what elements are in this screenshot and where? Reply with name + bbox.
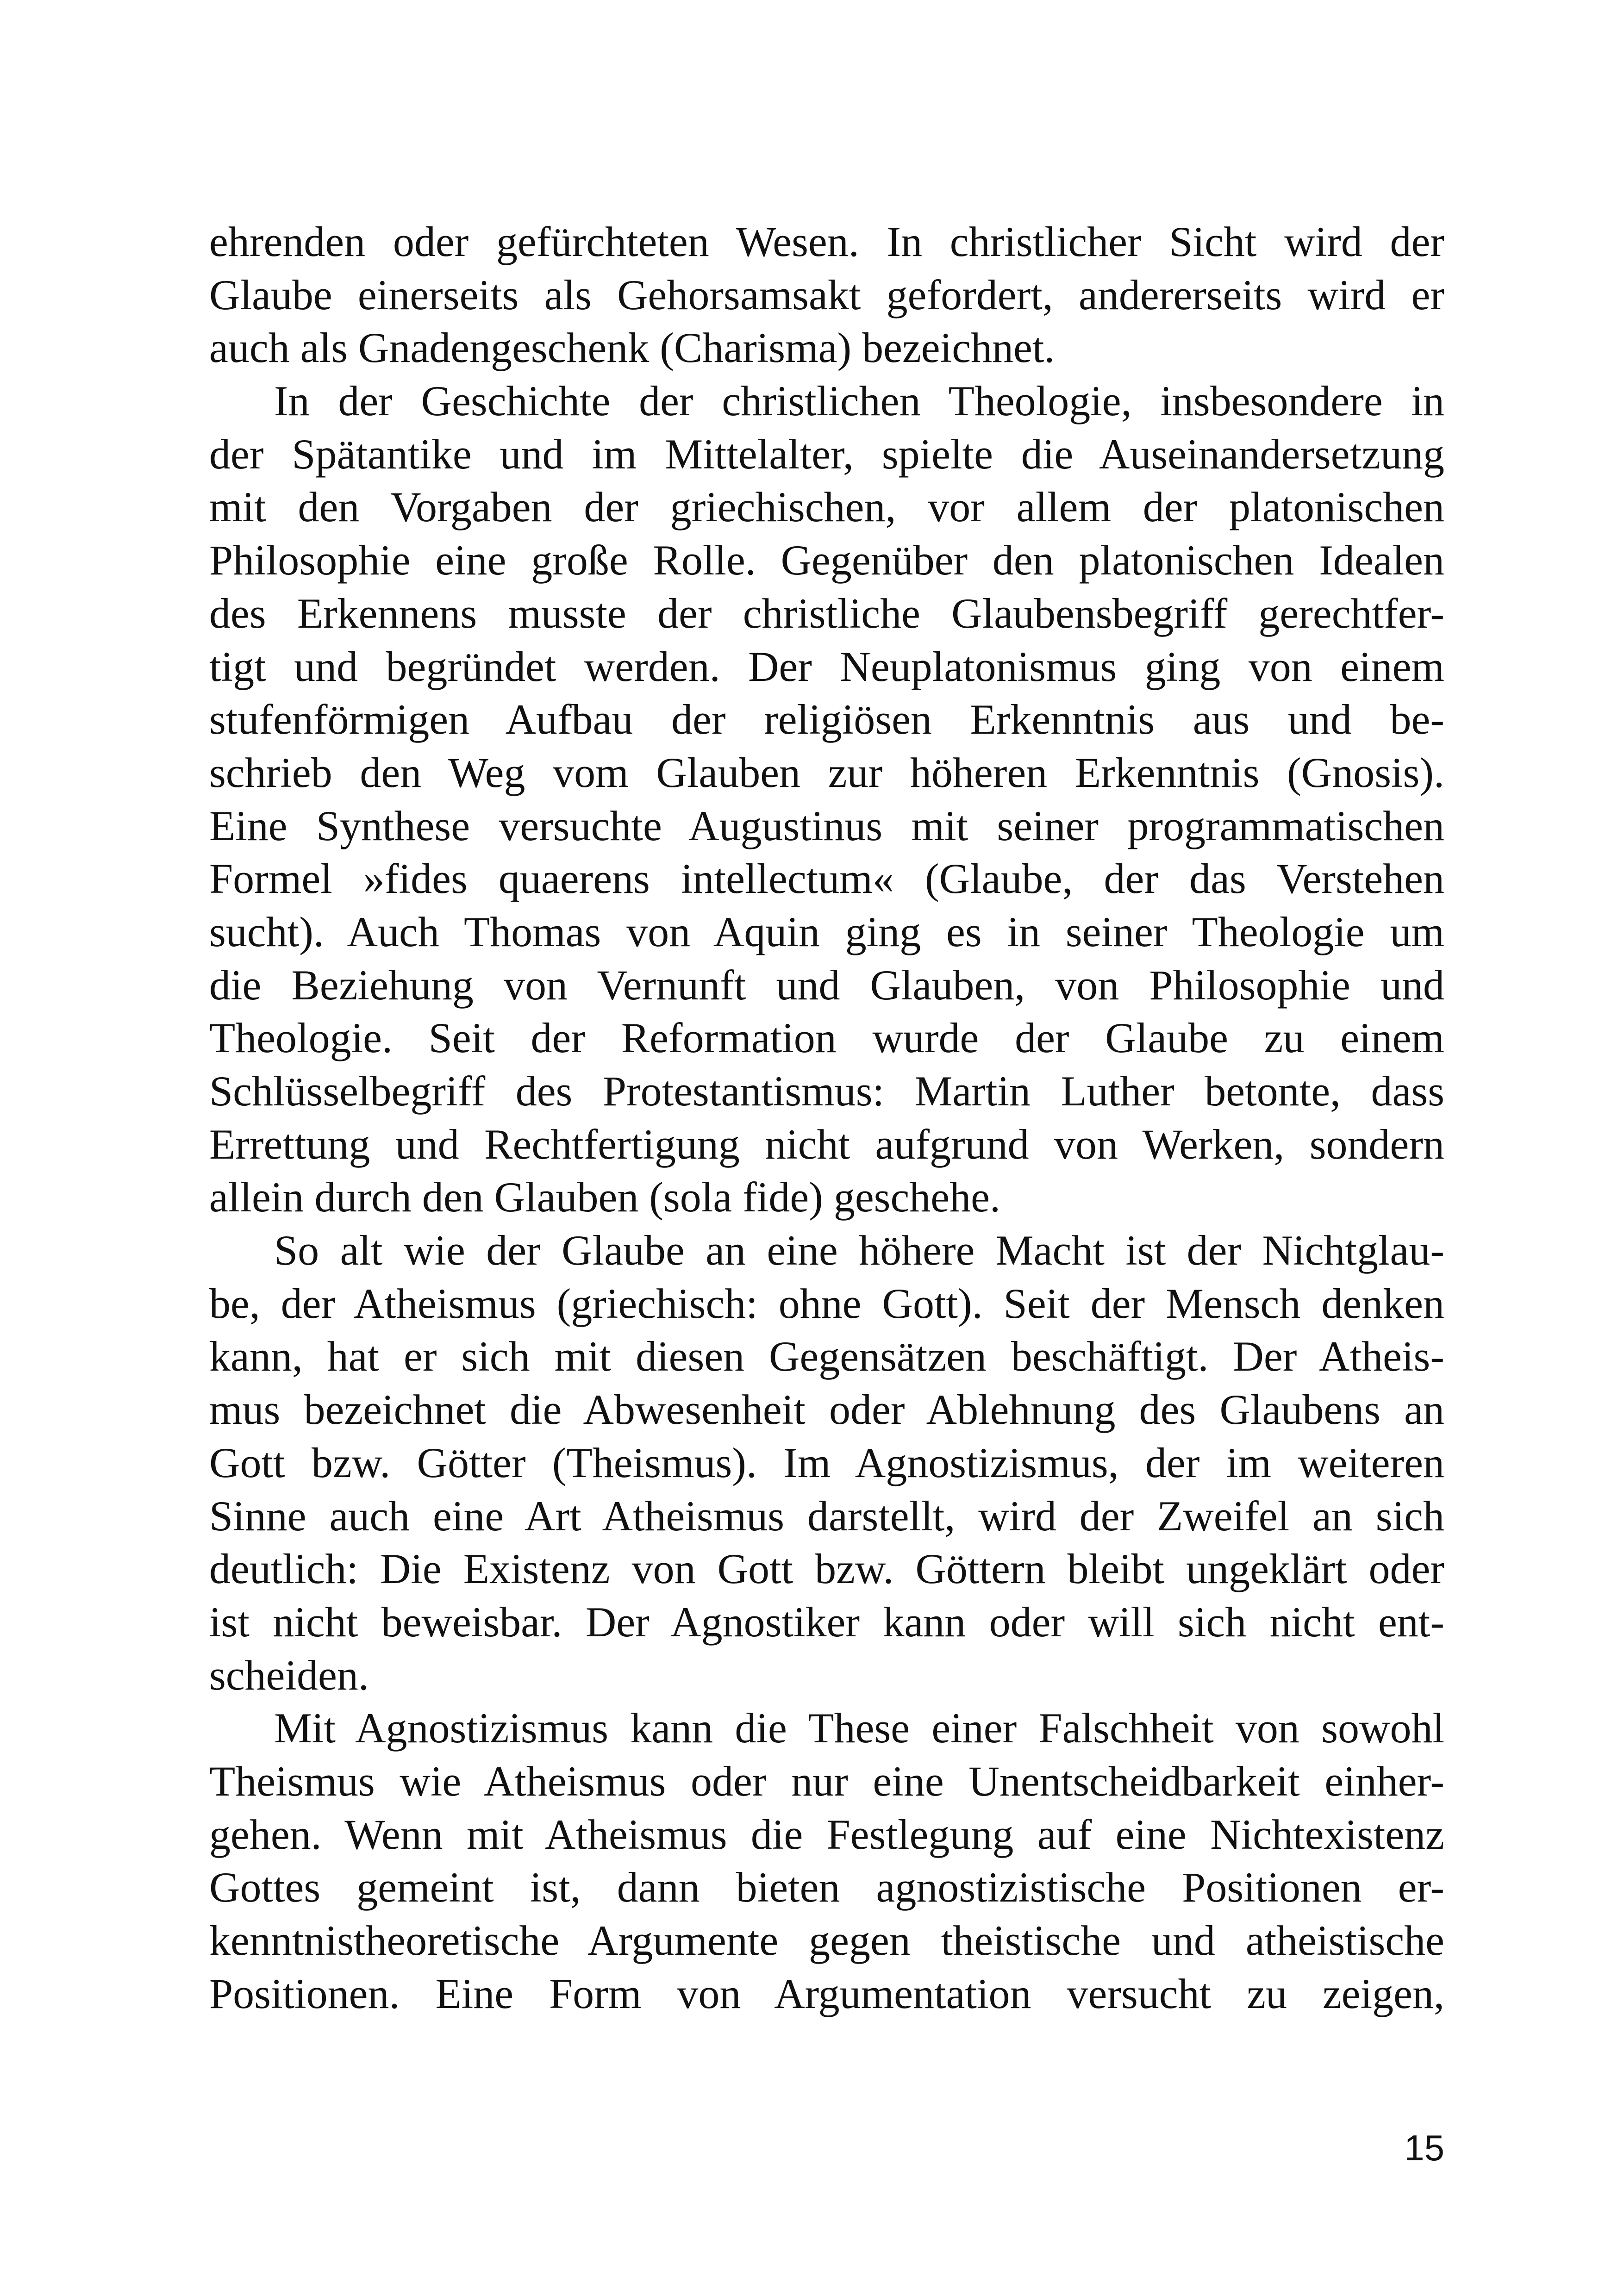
- text-line: Positionen. Eine Form von Argumentation versucht zu zeigen,: [209, 1970, 1444, 2017]
- text-line: der Spätantike und im Mittelalter, spielte die Auseinandersetzung: [209, 430, 1444, 478]
- text-line: allein durch den Glauben (sola fide) geschehe.: [209, 1173, 1000, 1221]
- text-line: mit den Vorgaben der griechischen, vor allem der platonischen: [209, 483, 1444, 531]
- text-line: In der Geschichte der christlichen Theologie, insbesondere in: [274, 377, 1444, 425]
- text-line: kenntnistheoretische Argumente gegen theistische und atheistische: [209, 1917, 1444, 1964]
- text-line: tigt und begründet werden. Der Neuplatonismus ging von einem: [209, 642, 1444, 690]
- text-line: die Beziehung von Vernunft und Glauben, von Philosophie und: [209, 961, 1444, 1009]
- text-line: mus bezeichnet die Abwesenheit oder Ablehnung des Glaubens an: [209, 1386, 1444, 1434]
- text-line: Schlüsselbegriff des Protestantismus: Martin Luther betonte, dass: [209, 1067, 1444, 1115]
- body-text: [209, 215, 1444, 2020]
- text-line: Sinne auch eine Art Atheismus darstellt, wird der Zweifel an sich: [209, 1492, 1444, 1540]
- text-line: Theologie. Seit der Reformation wurde der Glaube zu einem: [209, 1014, 1444, 1062]
- page-number: 15: [1404, 2127, 1444, 2168]
- text-line: deutlich: Die Existenz von Gott bzw. Göttern bleibt ungeklärt oder: [209, 1545, 1444, 1593]
- text-line: Errettung und Rechtfertigung nicht aufgrund von Werken, sondern: [209, 1120, 1444, 1168]
- text-line: So alt wie der Glaube an eine höhere Macht ist der Nichtglau-: [274, 1227, 1444, 1274]
- text-line: kann, hat er sich mit diesen Gegensätzen beschäftigt. Der Atheis-: [209, 1333, 1444, 1380]
- text-line: schrieb den Weg vom Glauben zur höheren Erkenntnis (Gnosis).: [209, 748, 1444, 796]
- text-line: Gott bzw. Götter (Theismus). Im Agnostizismus, der im weiteren: [209, 1439, 1444, 1486]
- text-line: Eine Synthese versuchte Augustinus mit seiner programmatischen: [209, 802, 1444, 849]
- text-line: be, der Atheismus (griechisch: ohne Gott). Seit der Mensch denken: [209, 1279, 1444, 1327]
- text-line: Philosophie eine große Rolle. Gegenüber den platonischen Idealen: [209, 536, 1444, 584]
- text-line: Glaube einerseits als Gehorsamsakt gefordert, andererseits wird er: [209, 271, 1444, 318]
- text-line: des Erkennens musste der christliche Glaubensbegriff gerechtfer-: [209, 589, 1444, 637]
- text-line: Formel »fides quaerens intellectum« (Glaube, der das Verstehen: [209, 855, 1444, 903]
- text-line: Gottes gemeint ist, dann bieten agnostizistische Positionen er-: [209, 1864, 1444, 1911]
- text-line: Mit Agnostizismus kann die These einer Falschheit von sowohl: [274, 1704, 1444, 1752]
- text-line: sucht). Auch Thomas von Aquin ging es in seiner Theologie um: [209, 908, 1444, 955]
- text-line: scheiden.: [209, 1651, 369, 1699]
- text-line: auch als Gnadengeschenk (Charisma) bezeichnet.: [209, 324, 1055, 372]
- text-line: gehen. Wenn mit Atheismus die Festlegung auf eine Nichtexistenz: [209, 1810, 1444, 1858]
- text-line: stufenförmigen Aufbau der religiösen Erkenntnis aus und be-: [209, 696, 1444, 743]
- text-line: ist nicht beweisbar. Der Agnostiker kann oder will sich nicht ent-: [209, 1598, 1444, 1646]
- text-line: Theismus wie Atheismus oder nur eine Unentscheidbarkeit einher-: [209, 1757, 1444, 1805]
- text-line: ehrenden oder gefürchteten Wesen. In christlicher Sicht wird der: [209, 218, 1444, 265]
